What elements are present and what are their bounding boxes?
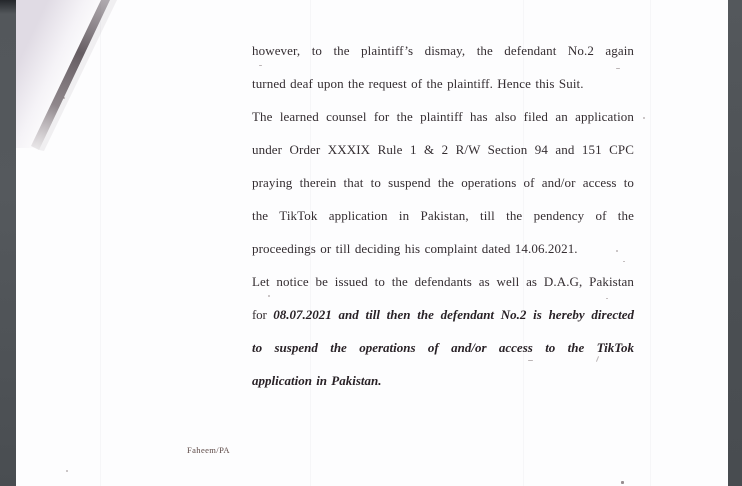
scan-speck xyxy=(63,97,65,99)
scan-speck xyxy=(621,481,624,484)
scanner-edge-right xyxy=(728,0,742,486)
order-text-block xyxy=(252,0,634,486)
scan-fold-line xyxy=(100,0,101,486)
scan-speck xyxy=(616,250,618,252)
line-emphasis-text: 08.07.2021 and till then the defendant No.2 is hereby directed xyxy=(273,307,634,322)
line-normal-prefix: for xyxy=(252,307,274,322)
document-line: Let notice be issued to the defendants as well as D.A.G, Pakistan xyxy=(252,274,634,289)
document-line: the TikTok application in Pakistan, till the pendency of the xyxy=(252,208,634,223)
scan-speck xyxy=(528,360,533,361)
stenographer-initials: Faheem/PA xyxy=(187,445,230,455)
document-line: proceedings or till deciding his complaint dated 14.06.2021. xyxy=(252,241,578,256)
document-line: however, to the plaintiff’s dismay, the defendant No.2 again xyxy=(252,43,634,58)
document-line-emphasis: to suspend the operations of and/or access to the TikTok xyxy=(252,340,634,355)
scan-speck xyxy=(268,295,270,297)
scan-speck xyxy=(616,68,620,69)
document-line: praying therein that to suspend the operations of and/or access to xyxy=(252,175,634,190)
scan-speck xyxy=(623,261,625,262)
scanner-edge-left xyxy=(0,0,16,486)
scan-speck xyxy=(66,470,68,472)
document-line-mixed xyxy=(252,306,634,323)
document-line-emphasis: application in Pakistan. xyxy=(252,373,382,388)
scan-speck xyxy=(606,298,608,299)
scan-speck xyxy=(259,65,262,66)
document-line: under Order XXXIX Rule 1 & 2 R/W Section 94 and 151 CPC xyxy=(252,142,634,157)
scan-fold-line xyxy=(650,0,651,486)
document-line: turned deaf upon the request of the plaintiff. Hence this Suit. xyxy=(252,76,584,91)
document-line: The learned counsel for the plaintiff has also filed an application xyxy=(252,109,634,124)
scan-speck xyxy=(643,117,645,119)
